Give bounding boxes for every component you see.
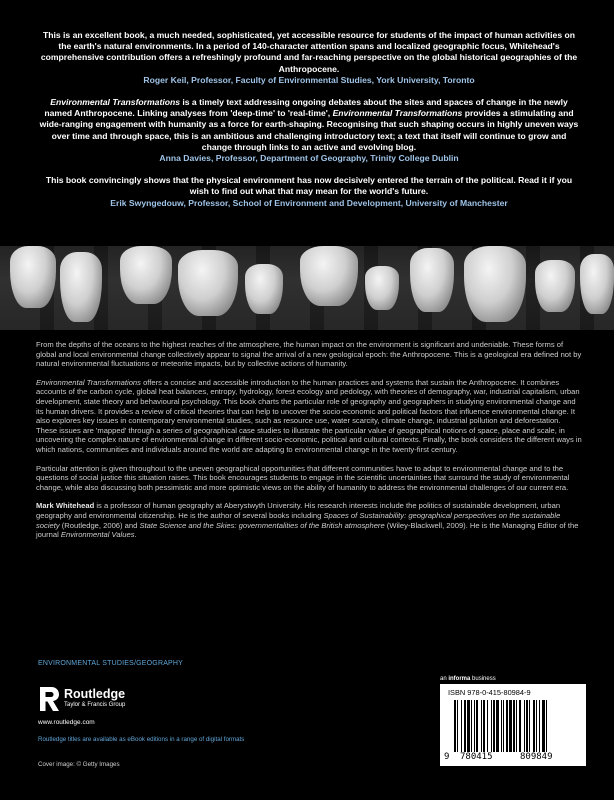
description-paragraph-2: Environmental Transformations offers a concise and accessible introduction to the human practices and systems that sustain the Anthropocene. It combines accounts of the carbon cycle, global heat balances, entropy, hydrology, forest ecology and pedology, with theories of demography, war, industrial capitalism, urban development, state theory and behavioural psychology. This book charts the particular role of geography and geographers in studying environmental change and its human drivers. It provides a review of critical theories that can help to uncover the socio-economic and political factors that influence environmental change. It also explores key issues in contemporary environmental studies, such as resource use, water scarcity, climate change, industrial pollution and deforestation. These issues are 'mapped' through a series of geographical case studies to illustrate the particular value of geographical notions of space, place and scale, in uncovering the complex nature of environmental change in different socio-economic, political and cultural contexts. Finally, the book considers the different ways in which nations, communities and individuals around the world are adapting to environmental change in the twenty-first century. [36, 377, 582, 454]
author-bio: Mark Whitehead is a professor of human geography at Aberystwyth University. His research interests include the politics of sustainable development, urban geography and environmental citizenship. He is the author of several books including Spaces of Sustainability: geographical perspectives on the sustainable society (Routledge, 2006) and State Science and the Skies: governmentalities of the British atmosphere (Wiley-Blackwell, 2009). He is the Managing Editor of the journal Environmental Values. [36, 501, 579, 540]
ice-figure [580, 254, 614, 314]
ice-figure [365, 266, 399, 310]
cover-photo-ice-figures [0, 246, 614, 330]
barcode-bar [506, 700, 508, 752]
barcode-digits [444, 752, 582, 764]
barcode-bar [474, 700, 475, 752]
routledge-r-icon [38, 686, 60, 712]
barcode-bar [491, 700, 492, 752]
barcode-bar [481, 700, 482, 752]
ice-figure [60, 252, 102, 322]
praise-quote-3: This book convincingly shows that the physical environment has now decisively entered the terrain of the political. Read it if you wish to find out what that may mean for the world's future. [45, 175, 573, 197]
publisher-url: www.routledge.com [38, 719, 95, 726]
praise-section [36, 30, 582, 220]
ice-figure [535, 260, 575, 312]
barcode-bar [493, 700, 495, 752]
publisher-group: Taylor & Francis Group [64, 702, 126, 708]
barcode-bar [496, 700, 499, 752]
barcode-bar [524, 700, 525, 752]
barcode [440, 684, 586, 766]
barcode-bar [529, 700, 530, 752]
isbn-number: ISBN 978-0-415-80984-9 [448, 688, 531, 697]
barcode-bar [487, 700, 488, 752]
ice-figure [300, 246, 358, 306]
praise-quote-2: Environmental Transformations is a timely text addressing ongoing debates about the sites and spaces of change in the newly named Anthropocene. Linking analyses from 'deep-time' to 'real-time', Environmental Transformations provides a stimulating and wide-ranging engagement with humanity as a force for earth-shaping. Recognising that such shaping occurs in highly uneven ways over time and through space, this is an ambitious and challenging introductory text; a text that itself will continue to grow and change through links to an active and evolving blog. [39, 97, 579, 152]
routledge-logo [38, 684, 168, 714]
ice-figure [10, 246, 56, 308]
barcode-bar [461, 700, 462, 752]
praise-attribution-3: Erik Swyngedouw, Professor, School of Environment and Development, University of Manchester [110, 197, 508, 208]
subject-category: ENVIRONMENTAL STUDIES/GEOGRAPHY [38, 660, 184, 667]
description-book-title: Environmental Transformations [36, 377, 141, 387]
barcode-bar [503, 700, 504, 752]
ice-figure [120, 246, 172, 304]
barcode-bar [546, 700, 547, 752]
barcode-bar [464, 700, 466, 752]
barcode-bar [471, 700, 472, 752]
ebook-note: Routledge titles are available as eBook editions in a range of digital formats [38, 736, 245, 743]
ice-figure [245, 264, 283, 314]
barcode-bar [539, 700, 540, 752]
barcode-bars [454, 700, 574, 752]
barcode-digit-group: 809849 [520, 752, 553, 762]
barcode-bar [516, 700, 517, 752]
barcode-bar [533, 700, 535, 752]
description-paragraph-1: From the depths of the oceans to the highest reaches of the atmosphere, the human impact on the environment is significant and undeniable. These forms of global and local environmental change collectively appear to signal the arrival of a new geological epoch: the Anthropocene. This is a geological era defined not by natural environmental fluctuations or meteorite impacts, but by collective actions of humanity. [36, 340, 582, 369]
description-paragraph-3: Particular attention is given throughout to the uneven geographical opportunities that different communities have to adapt to environmental change and to the questions of social justice this situation raises. This book encourages students to engage in the scientific uncertainties that surround the study of environmental change, while also discussing both pessimistic and more optimistic views on the ability of humanity to address the environmental challenges of our current era. [36, 463, 570, 492]
cover-credit: Cover image: © Getty Images [38, 761, 120, 768]
barcode-digit-group: 9 [444, 752, 450, 762]
barcode-bar [526, 700, 528, 752]
praise-attribution-2: Anna Davies, Professor, Department of Geography, Trinity College Dublin [159, 153, 459, 164]
ice-figure [410, 248, 454, 312]
ice-figure [464, 246, 526, 322]
barcode-bar [454, 700, 456, 752]
barcode-bar [513, 700, 515, 752]
barcode-bar [542, 700, 545, 752]
barcode-bar [476, 700, 478, 752]
barcode-bar [457, 700, 458, 752]
barcode-bar [509, 700, 512, 752]
informa-business-tag: an informa business [440, 676, 496, 682]
book-description [36, 340, 582, 549]
praise-title-2: Environmental Transformations [332, 108, 463, 119]
barcode-digit-group: 780415 [460, 752, 493, 762]
barcode-bar [536, 700, 537, 752]
barcode-bar [519, 700, 521, 752]
barcode-bar [467, 700, 470, 752]
praise-quote-1: This is an excellent book, a much needed, sophisticated, yet accessible resource for students of the impact of human activities on the earth's natural environments. In a period of 140-character attention spans and localized geographic focus, Whitehead's comprehensive contribution offers a refreshingly profound and far-reaching perspective on the global historical geographies of the Anthropocene. [40, 30, 578, 74]
praise-attribution-1: Roger Keil, Professor, Faculty of Environmental Studies, York University, Toronto [143, 74, 475, 85]
praise-title-1: Environmental Transformations [50, 97, 180, 108]
publisher-name: Routledge [64, 687, 126, 701]
ice-figure [178, 250, 238, 316]
author-name: Mark Whitehead [36, 501, 95, 511]
barcode-bar [501, 700, 502, 752]
barcode-bar [483, 700, 485, 752]
